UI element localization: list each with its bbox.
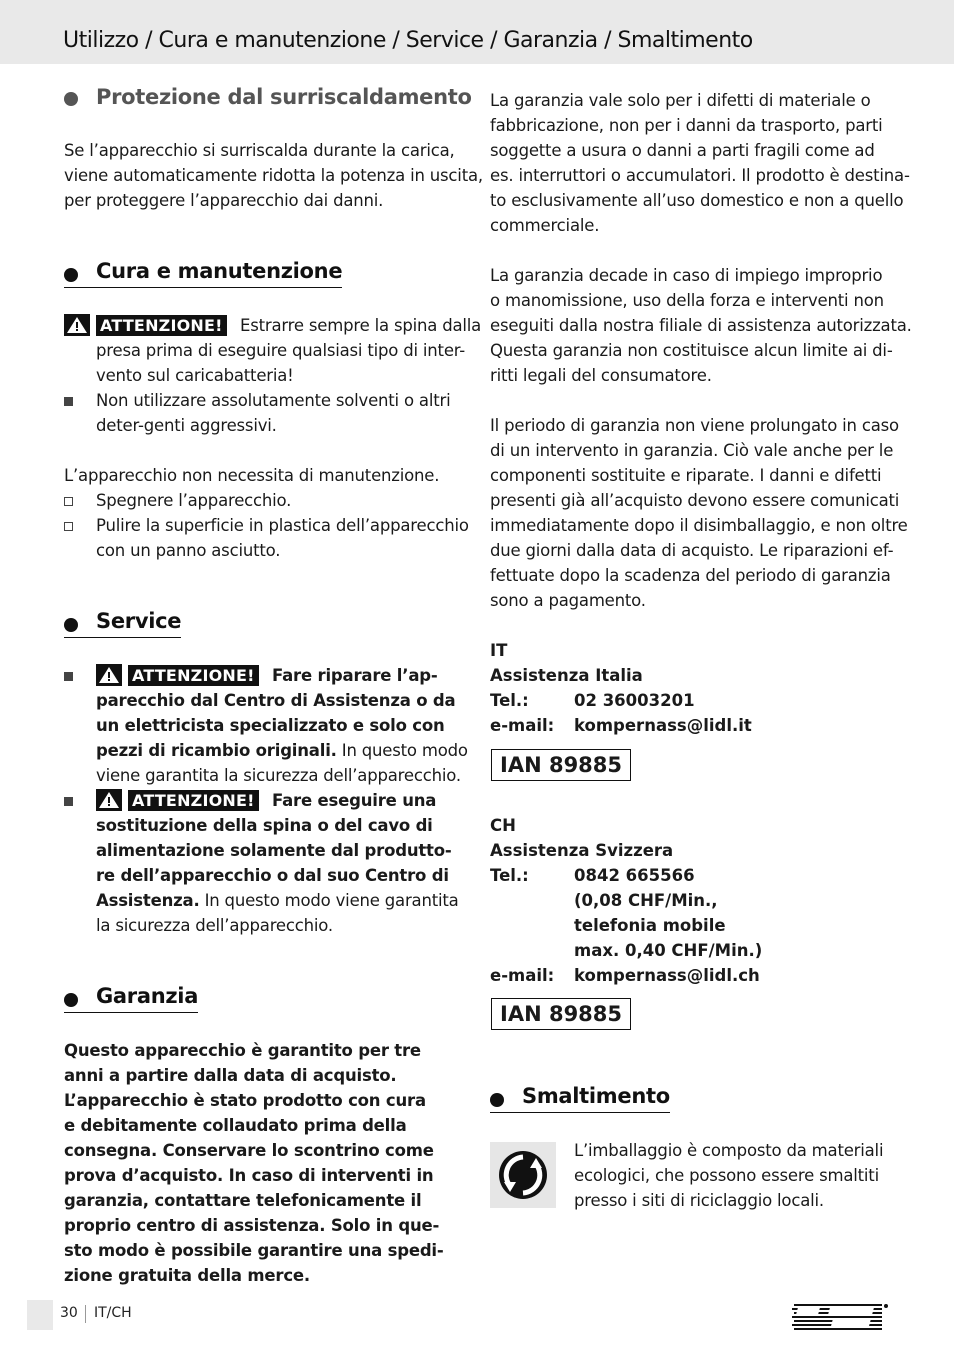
contact-ch-country: CH (490, 816, 516, 835)
warranty-bold-text: Questo apparecchio è garantito per tre anni a partire dalla data di acquisto. L’apparecchio è stato prodotto con cura e debitamente collaudato prima della consegna. Conservare lo scontrino come prova d’acquisto. In caso di interventi in garanzia, contattare telefonicamente il proprio centro di assistenza. Solo in que- sto modo è possibile garantire una spedi- zione gratuita della merce. (64, 1041, 444, 1285)
square-bullet (64, 397, 73, 406)
step-bullet (64, 497, 73, 506)
green-dot-recycle-icon (490, 1142, 556, 1208)
care-warning-1-rest: presa prima di eseguire qualsiasi tipo di inter- vento sul caricabatteria! (96, 341, 466, 385)
service-w2-last: la sicurezza dell’apparecchio. (96, 916, 333, 935)
contact-ch-name: Assistenza Svizzera (490, 841, 674, 860)
care-step-1: Spegnere l’apparecchio. (96, 491, 292, 510)
contact-it-name: Assistenza Italia (490, 666, 643, 685)
contact-it-email[interactable]: kompernass@lidl.it (574, 716, 752, 735)
service-w2-bold: sostituzione della spina o del cavo di alimentazione solamente dal produtto- re dell’apparecchio o dal suo Centro di (96, 816, 452, 885)
care-warning-1-first: Estrarre sempre la spina dalla (240, 316, 482, 335)
warranty-para-2: La garanzia decade in caso di impiego improprio o manomissione, uso della forza e interventi non eseguiti dalla nostra filiale di assistenza autorizzata. Questa garanzia non costituisce alcun limite ai di- ritti legali del consumatore. (490, 266, 912, 385)
service-warning-1-badge (96, 664, 265, 686)
service-w1-first: Fare riparare l’ap- (272, 666, 438, 685)
attention-label: ATTENZIONE! (128, 665, 259, 686)
care-intro: L’apparecchio non necessita di manutenzione. (64, 466, 440, 485)
heading-warranty: Garanzia (64, 984, 198, 1013)
warning-badge (64, 314, 227, 336)
footer-separator (85, 1305, 86, 1323)
warning-icon (64, 314, 90, 336)
contact-ch-email[interactable]: kompernass@lidl.ch (574, 966, 760, 985)
service-w1-bold: parecchio dal Centro di Assistenza o da un elettricista specializzato e solo con (96, 691, 456, 735)
contact-it-email-label: e-mail: (490, 716, 555, 735)
contact-ch-tel-label: Tel.: (490, 866, 529, 885)
warning-icon (96, 664, 122, 686)
service-w2-first: Fare eseguire una (272, 791, 437, 810)
contact-ch-tel: 0842 665566 (0,08 CHF/Min., telefonia mobile max. 0,40 CHF/Min.) (574, 866, 763, 960)
contact-ch-email-label: e-mail: (490, 966, 555, 985)
square-bullet (64, 672, 73, 681)
ian-box-it: IAN 89885 (491, 749, 631, 781)
heading-care: Cura e manutenzione (64, 259, 342, 288)
disposal-text: L’imballaggio è composto da materiali ecologici, che possono essere smaltiti presso i siti di riciclaggio locali. (574, 1141, 884, 1210)
service-w1-last: viene garantita la sicurezza dell’apparecchio. (96, 766, 461, 785)
warranty-para-1: La garanzia vale solo per i difetti di materiale o fabbricazione, non per i danni da trasporto, parti soggette a usura o danni a parti fragili come ad es. interruttori o accumulatori. Il prodotto è destina- to esclusivamente all’uso domestico e non a quello commerciale. (490, 91, 910, 235)
heading-overheat: Protezione dal surriscaldamento (96, 85, 472, 109)
contact-it-tel: 02 36003201 (574, 691, 695, 710)
page-number: 30 (60, 1305, 78, 1321)
attention-label: ATTENZIONE! (128, 790, 259, 811)
warning-icon (96, 789, 122, 811)
heading-disposal: Smaltimento (490, 1084, 670, 1113)
square-bullet (64, 797, 73, 806)
step-bullet (64, 522, 73, 531)
heading-service: Service (64, 609, 181, 638)
contact-it-country: IT (490, 641, 508, 660)
care-step-2: Pulire la superficie in plastica dell’apparecchio con un panno asciutto. (96, 516, 469, 560)
footer-box (27, 1300, 53, 1330)
ultimate-speed-logo (792, 1300, 890, 1334)
service-w2-end: Assistenza. In questo modo viene garantita (96, 891, 459, 910)
page-title: Utilizzo / Cura e manutenzione / Service / Garanzia / Smaltimento (63, 28, 753, 53)
attention-label: ATTENZIONE! (96, 315, 227, 336)
service-w1-end: pezzi di ricambio originali. In questo modo (96, 741, 468, 760)
overheat-text: Se l’apparecchio si surriscalda durante la carica, viene automaticamente ridotta la potenza in uscita, per proteggere l’apparecchio dai danni. (64, 141, 483, 210)
care-warning-1 (64, 314, 233, 336)
care-item-2: Non utilizzare assolutamente solventi o altri deter-genti aggressivi. (96, 391, 451, 435)
heading-bullet (64, 92, 78, 106)
warranty-para-3: Il periodo di garanzia non viene prolungato in caso di un intervento in garanzia. Ciò vale anche per le componenti sostituite e riparate. I danni e difetti presenti già all’acquisto devono essere comunicati immediatamente dopo il disimballaggio, e non oltre due giorni dalla data di acquisto. Le riparazioni ef- fettuate dopo la scadenza del periodo di garanzia sono a pagamento. (490, 416, 908, 610)
ian-box-ch: IAN 89885 (491, 998, 631, 1030)
service-warning-2-badge (96, 789, 265, 811)
footer-lang: IT/CH (94, 1305, 132, 1321)
contact-it-tel-label: Tel.: (490, 691, 529, 710)
